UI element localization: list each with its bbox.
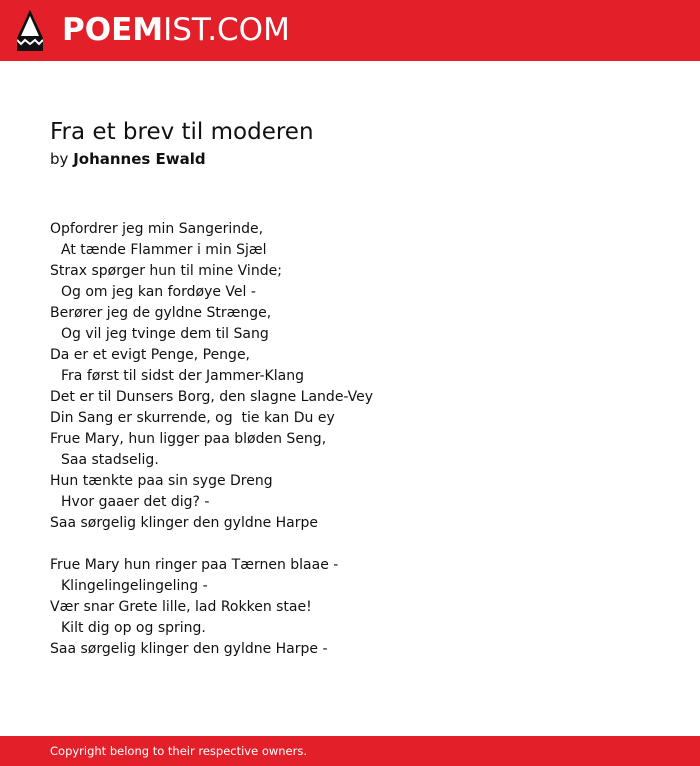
poem-line: Hun tænkte paa sin syge Dreng: [50, 473, 273, 489]
poem-line: Da er et evigt Penge, Penge,: [50, 347, 251, 363]
site-footer: [0, 736, 700, 766]
poem-line: Frue Mary, hun ligger paa bløden Seng,: [50, 431, 327, 447]
poem-line: Berører jeg de gyldne Strænge,: [50, 305, 272, 321]
pencil-tip-icon[interactable]: [17, 10, 43, 51]
poem-body: [50, 219, 670, 660]
logo-text-light: IST.COM: [163, 12, 290, 48]
site-logo-link[interactable]: [62, 12, 290, 48]
poem-line: Hvor gaaer det dig? -: [61, 494, 210, 510]
poem-line: At tænde Flammer i min Sjæl: [61, 242, 267, 258]
poem-line: Og vil jeg tvinge dem til Sang: [61, 326, 269, 342]
poem-line: Frue Mary hun ringer paa Tærnen blaae -: [50, 557, 339, 573]
poem-line: Vær snar Grete lille, lad Rokken stae!: [50, 599, 312, 615]
stanza-break: [50, 534, 670, 555]
author-link[interactable]: Johannes Ewald: [73, 150, 206, 168]
poem-line: Og om jeg kan fordøye Vel -: [61, 284, 256, 300]
poem-title: Fra et brev til moderen: [50, 119, 314, 145]
poem-line: Klingelingelingeling -: [61, 578, 208, 594]
logo-text-bold: POEM: [62, 12, 164, 48]
poem-line: Din Sang er skurrende, og tie kan Du ey: [50, 410, 335, 426]
poem-byline: [50, 149, 206, 169]
copyright-text: Copyright belong to their respective owners.: [50, 744, 308, 758]
poem-line: Strax spørger hun til mine Vinde;: [50, 263, 282, 279]
poem-line: Fra først til sidst der Jammer-Klang: [61, 368, 304, 384]
poem-line: Kilt dig op og spring.: [61, 620, 206, 636]
poem-line: Saa sørgelig klinger den gyldne Harpe: [50, 515, 319, 531]
poem-line: Saa stadselig.: [61, 452, 159, 468]
byline-prefix: by: [50, 150, 69, 168]
site-header: [0, 0, 700, 61]
poem-line: Saa sørgelig klinger den gyldne Harpe -: [50, 641, 328, 657]
poem-line: Det er til Dunsers Borg, den slagne Lande-Vey: [50, 389, 374, 405]
poem-line: Opfordrer jeg min Sangerinde,: [50, 221, 264, 237]
